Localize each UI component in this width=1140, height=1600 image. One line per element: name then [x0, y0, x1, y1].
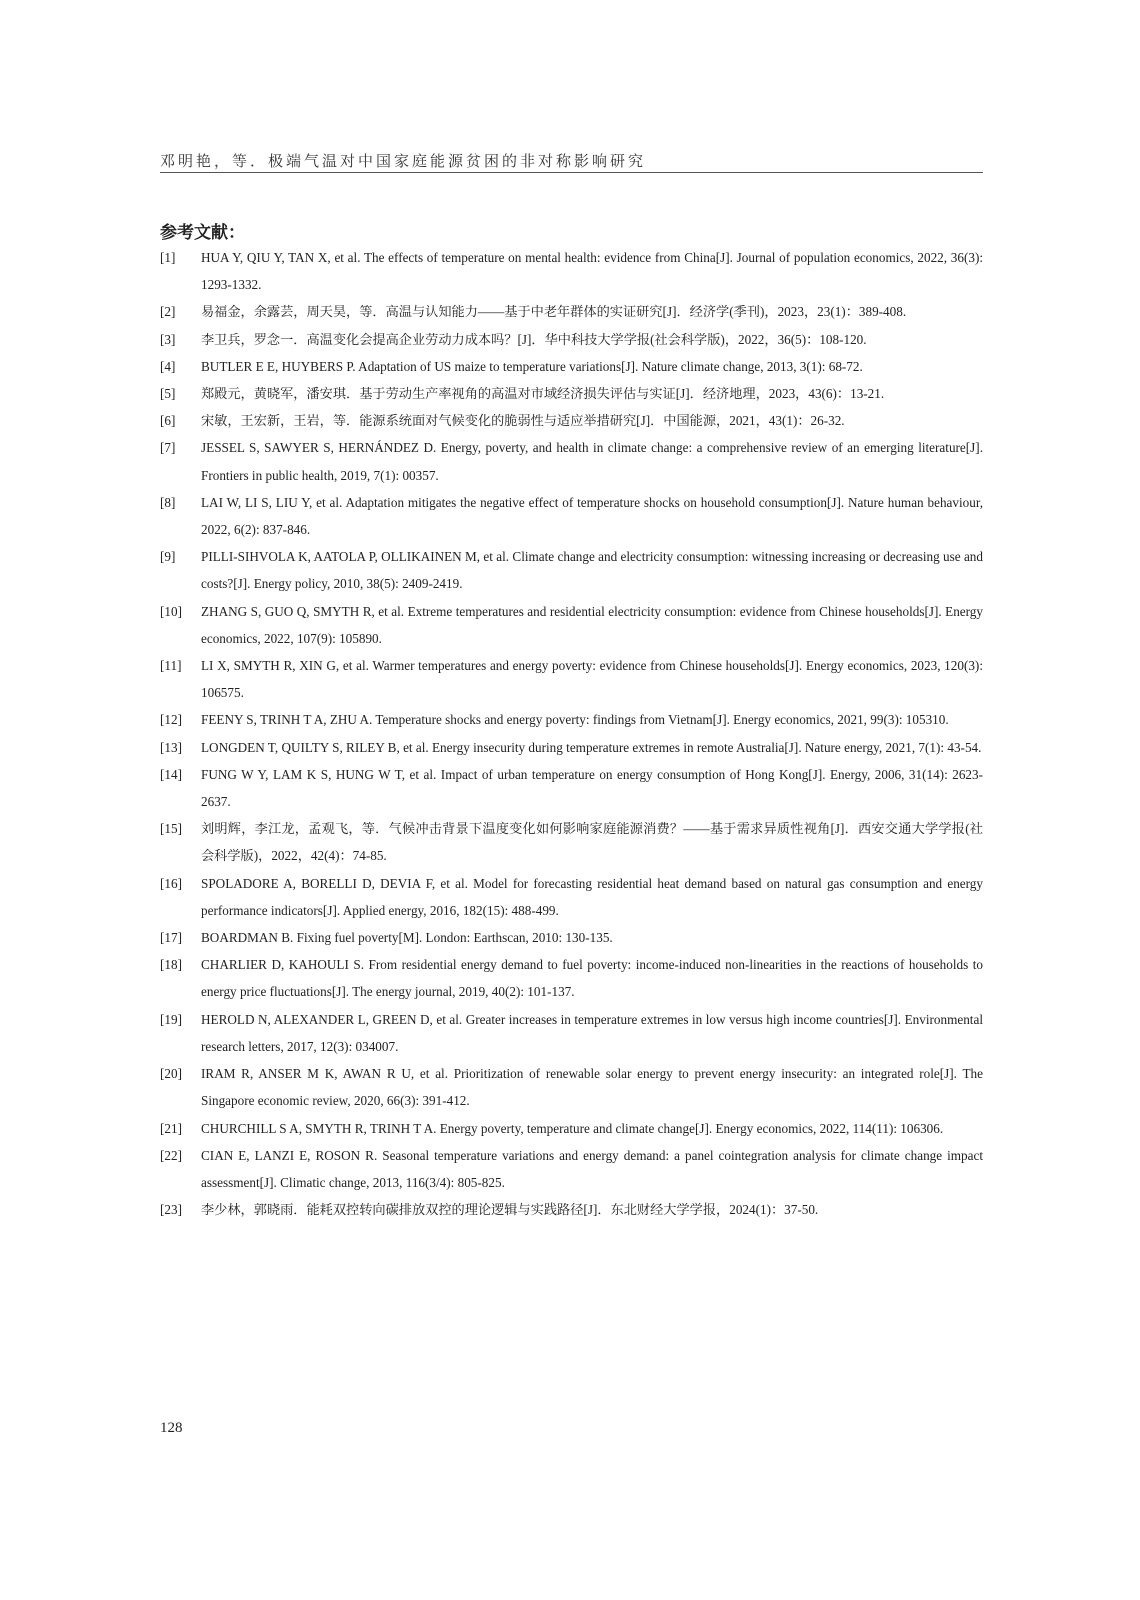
reference-number: [2] — [160, 304, 176, 320]
reference-number: [4] — [160, 358, 176, 374]
reference-item — [160, 734, 983, 761]
reference-number: [18] — [160, 957, 182, 973]
reference-item — [160, 1115, 983, 1142]
reference-text: ZHANG S, GUO Q, SMYTH R, et al. Extreme temperatures and residential electricity consumption: evidence from Chinese households[J]. Energy economics, 2022, 107(9): 105890. — [201, 603, 983, 646]
header-rule — [160, 172, 983, 173]
running-header: 邓明艳，等．极端气温对中国家庭能源贫困的非对称影响研究 — [160, 154, 647, 170]
reference-item — [160, 434, 983, 488]
reference-number: [12] — [160, 712, 182, 728]
reference-item — [160, 598, 983, 652]
reference-item — [160, 1006, 983, 1060]
reference-item — [160, 1060, 983, 1114]
reference-number: [7] — [160, 440, 176, 456]
reference-text: LAI W, LI S, LIU Y, et al. Adaptation mitigates the negative effect of temperature shocks on household consumption[J]. Nature human behaviour, 2022, 6(2): 837-846. — [201, 494, 983, 538]
reference-text: CHARLIER D, KAHOULI S. From residential energy demand to fuel poverty: income-induced non-linearities in the reactions of households to energy price fluctuations[J]. The energy journal, 2019, 40(2): 101-137. — [201, 957, 983, 1000]
reference-number: [8] — [160, 494, 176, 510]
reference-text: FEENY S, TRINH T A, ZHU A. Temperature shocks and energy poverty: findings from Vietnam[J]. Energy economics, 2021, 99(3): 105310. — [201, 712, 949, 728]
reference-text: BOARDMAN B. Fixing fuel poverty[M]. London: Earthscan, 2010: 130-135. — [201, 930, 613, 946]
reference-item — [160, 706, 983, 733]
reference-text: CIAN E, LANZI E, ROSON R. Seasonal temperature variations and energy demand: a panel cointegration analysis for climate change impact assessment[J]. Climatic change, 2013, 116(3/4): 805-825. — [201, 1147, 983, 1190]
reference-item — [160, 244, 983, 298]
reference-item — [160, 951, 983, 1005]
reference-item — [160, 489, 983, 543]
reference-item — [160, 870, 983, 924]
reference-number: [14] — [160, 766, 182, 782]
reference-item — [160, 1142, 983, 1196]
reference-text: 易福金，余露芸，周天昊，等．高温与认知能力——基于中老年群体的实证研究[J]．经济学(季刊)，2023，23(1)：389-408. — [201, 304, 907, 320]
page-number: 128 — [160, 1420, 183, 1436]
reference-text: FUNG W Y, LAM K S, HUNG W T, et al. Impact of urban temperature on energy consumption of Hong Kong[J]. Energy, 2006, 31(14): 2623-2637. — [201, 766, 983, 810]
reference-number: [16] — [160, 875, 182, 891]
reference-number: [13] — [160, 739, 182, 755]
reference-text: 李卫兵，罗念一．高温变化会提高企业劳动力成本吗？[J]．华中科技大学学报(社会科学版)，2022，36(5)：108-120. — [201, 331, 867, 347]
reference-item — [160, 815, 983, 869]
reference-text: SPOLADORE A, BORELLI D, DEVIA F, et al. Model for forecasting residential heat demand based on natural gas consumption and energy performance indicators[J]. Applied energy, 2016, 182(15): 488-499. — [201, 875, 983, 918]
reference-item — [160, 407, 983, 434]
references-heading: 参考文献： — [160, 223, 245, 243]
reference-number: [20] — [160, 1066, 182, 1082]
reference-text: 郑殿元，黄晓军，潘安琪．基于劳动生产率视角的高温对市域经济损失评估与实证[J]．经济地理，2023，43(6)：13-21. — [201, 386, 885, 402]
reference-text: HEROLD N, ALEXANDER L, GREEN D, et al. Greater increases in temperature extremes in low versus high income countries[J]. Environmental research letters, 2017, 12(3): 034007. — [201, 1011, 983, 1054]
reference-text: 李少林，郭晓雨．能耗双控转向碳排放双控的理论逻辑与实践路径[J]．东北财经大学学报，2024(1)：37-50. — [201, 1202, 819, 1218]
reference-text: LI X, SMYTH R, XIN G, et al. Warmer temperatures and energy poverty: evidence from Chinese households[J]. Energy economics, 2023, 120(3): 106575. — [201, 658, 983, 701]
reference-text: LONGDEN T, QUILTY S, RILEY B, et al. Energy insecurity during temperature extremes in remote Australia[J]. Nature energy, 2021, 7(1): 43-54. — [201, 739, 982, 755]
reference-item — [160, 380, 983, 407]
reference-number: [19] — [160, 1011, 182, 1027]
reference-item — [160, 652, 983, 706]
reference-text: HUA Y, QIU Y, TAN X, et al. The effects of temperature on mental health: evidence from China[J]. Journal of population economics, 2022, 36(3): 1293-1332. — [201, 250, 983, 293]
reference-text: PILLI-SIHVOLA K, AATOLA P, OLLIKAINEN M, et al. Climate change and electricity consumption: witnessing increasing or decreasing use and costs?[J]. Energy policy, 2010, 38(5): 2409-2419. — [201, 549, 983, 592]
reference-number: [17] — [160, 930, 182, 946]
reference-item — [160, 761, 983, 815]
reference-number: [22] — [160, 1147, 182, 1163]
reference-item — [160, 353, 983, 380]
reference-text: 宋敏，王宏新，王岩，等．能源系统面对气候变化的脆弱性与适应举措研究[J]．中国能源，2021，43(1)：26-32. — [201, 413, 845, 429]
reference-number: [1] — [160, 250, 176, 265]
reference-number: [21] — [160, 1120, 182, 1136]
reference-number: [5] — [160, 386, 176, 402]
reference-list — [160, 244, 983, 1223]
reference-number: [23] — [160, 1202, 182, 1218]
reference-item — [160, 326, 983, 353]
reference-item — [160, 543, 983, 597]
reference-number: [11] — [160, 658, 182, 674]
reference-text: CHURCHILL S A, SMYTH R, TRINH T A. Energy poverty, temperature and climate change[J]. Energy economics, 2022, 114(11): 106306. — [201, 1120, 944, 1136]
reference-item — [160, 1196, 983, 1223]
reference-text: IRAM R, ANSER M K, AWAN R U, et al. Prioritization of renewable solar energy to prevent energy insecurity: an integrated role[J]. The Singapore economic review, 2020, 66(3): 391-412. — [201, 1066, 983, 1109]
reference-number: [15] — [160, 821, 182, 837]
reference-number: [3] — [160, 331, 176, 347]
reference-text: 刘明辉，李江龙，孟观飞，等．气候冲击背景下温度变化如何影响家庭能源消费？——基于需求异质性视角[J]．西安交通大学学报(社会科学版)，2022，42(4)：74-85. — [201, 821, 983, 864]
reference-item — [160, 924, 983, 951]
reference-text: JESSEL S, SAWYER S, HERNÁNDEZ D. Energy, poverty, and health in climate change: a comprehensive review of an emerging literature[J]. Frontiers in public health, 2019, 7(1): 00357. — [201, 440, 983, 483]
reference-item — [160, 298, 983, 325]
reference-number: [6] — [160, 413, 176, 429]
reference-number: [9] — [160, 549, 176, 565]
reference-number: [10] — [160, 603, 182, 619]
reference-text: BUTLER E E, HUYBERS P. Adaptation of US maize to temperature variations[J]. Nature climate change, 2013, 3(1): 68-72. — [201, 358, 863, 374]
